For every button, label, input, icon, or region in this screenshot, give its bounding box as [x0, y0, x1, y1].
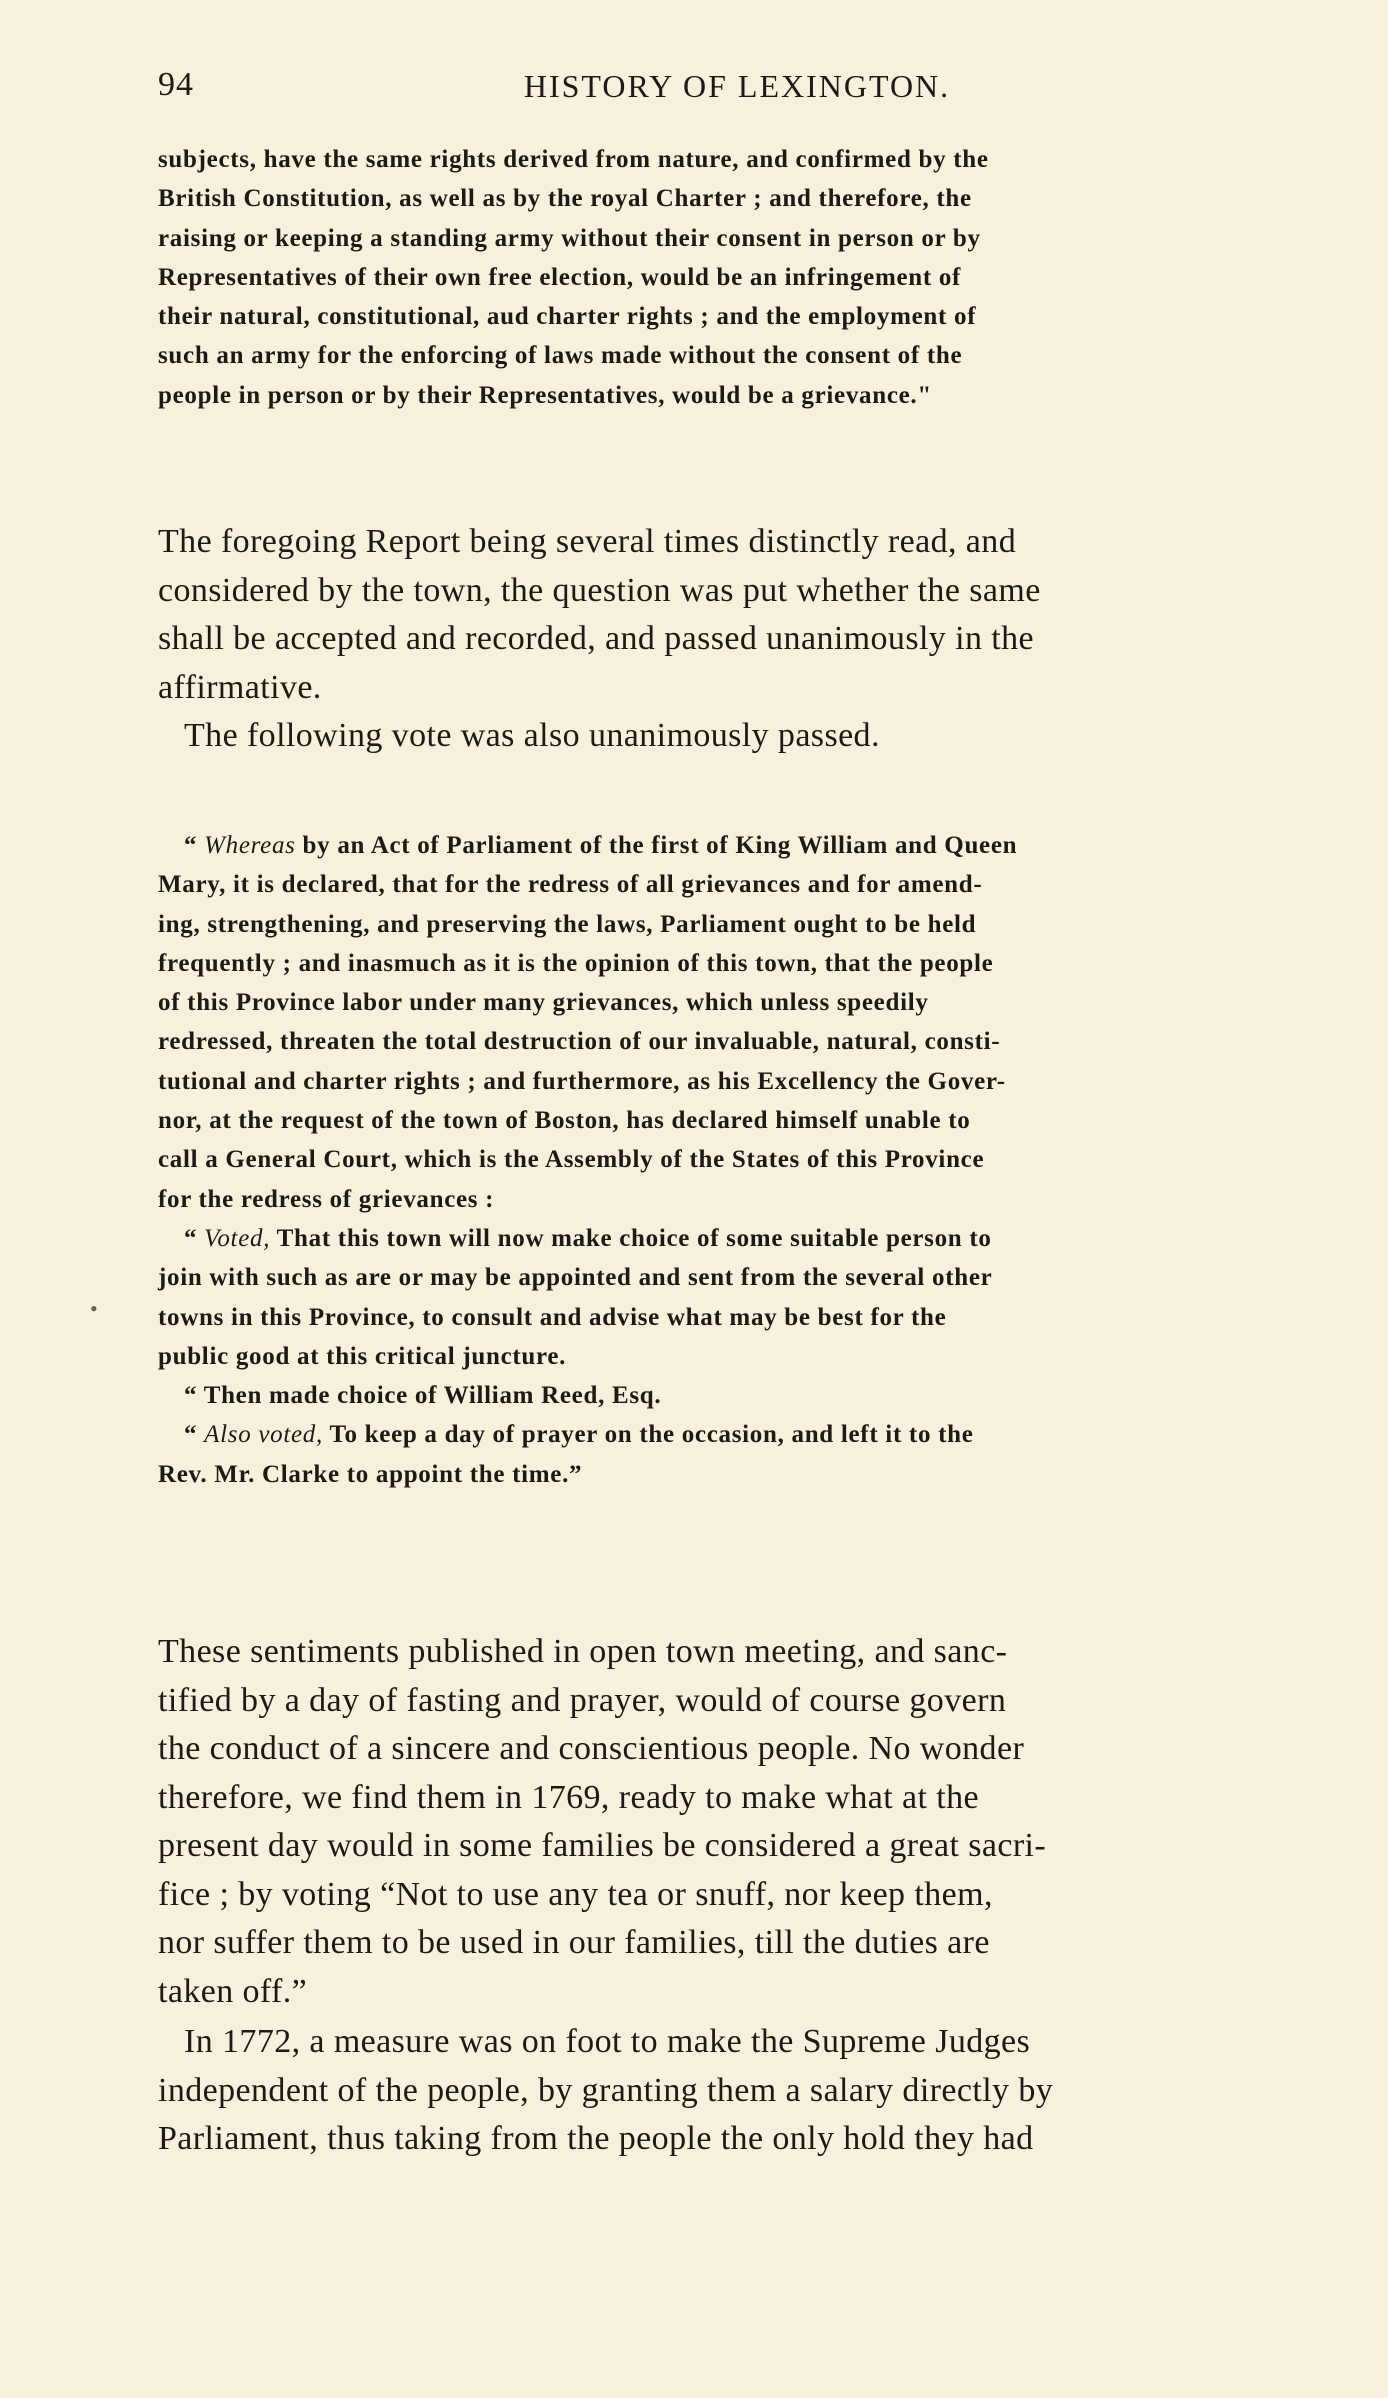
- page-number: 94: [158, 66, 194, 103]
- text-line: frequently ; and inasmuch as it is the opinion of this town, that the people: [158, 949, 994, 977]
- line-rest: That this town will now make choice of some suitable person to: [270, 1224, 992, 1252]
- text-line: such an army for the enforcing of laws made without the consent of the: [158, 342, 963, 370]
- text-line: join with such as are or may be appointed and sent from the several other: [158, 1264, 993, 1292]
- text-line: independent of the people, by granting them a salary directly by: [158, 2071, 1054, 2109]
- text-line: The foregoing Report being several times distinctly read, and: [158, 523, 1017, 560]
- text-line: tutional and charter rights ; and furthermore, as his Excellency the Gover-: [158, 1067, 1006, 1095]
- text-line: These sentiments published in open town meeting, and sanc-: [158, 1633, 1008, 1670]
- text-line: therefore, we find them in 1769, ready to make what at the: [158, 1778, 979, 1816]
- paragraph-report-accepted: [158, 518, 1316, 761]
- line-rest: To keep a day of prayer on the occasion, and left it to the: [322, 1421, 974, 1449]
- text-line: [158, 1376, 1316, 1415]
- running-title: HISTORY OF LEXINGTON.: [523, 68, 951, 104]
- text-line: affirmative.: [158, 668, 322, 706]
- line-rest: by an Act of Parliament of the first of King William and Queen: [295, 832, 1018, 859]
- text-line: the conduct of a sincere and conscientious people. No wonder: [158, 1730, 1025, 1767]
- text-line: public good at this critical juncture.: [158, 1342, 567, 1370]
- text-line: taken off.”: [158, 1972, 308, 2010]
- paragraph-1772: [158, 2018, 1316, 2164]
- text-line: considered by the town, the question was put whether the same: [158, 571, 1041, 609]
- margin-mark: •: [90, 1296, 98, 1321]
- line-rest: “ Then made choice of William Reed, Esq.: [184, 1382, 662, 1410]
- text-line: Representatives of their own free election, would be an infringement of: [158, 263, 962, 291]
- text-line: Rev. Mr. Clarke to appoint the time.”: [158, 1460, 583, 1488]
- open-quote: “: [184, 1224, 205, 1252]
- text-line: call a General Court, which is the Assembly of the States of this Province: [158, 1146, 985, 1174]
- text-line: tified by a day of fasting and prayer, would of course govern: [158, 1681, 1007, 1719]
- paragraph-sentiments: [158, 1628, 1316, 2016]
- running-head: [158, 66, 1316, 110]
- text-line: for the redress of grievances :: [158, 1185, 495, 1213]
- text-line: [158, 826, 1316, 865]
- text-line: fice ; by voting “Not to use any tea or snuff, nor keep them,: [158, 1875, 993, 1913]
- text-line: shall be accepted and recorded, and passed unanimously in the: [158, 620, 1034, 657]
- text-line: of this Province labor under many grievances, which unless speedily: [158, 989, 929, 1017]
- text-line: raising or keeping a standing army without their consent in person or by: [158, 224, 981, 252]
- text-line: In 1772, a measure was on foot to make the Supreme Judges: [184, 2023, 1031, 2060]
- text-line: their natural, constitutional, aud charter rights ; and the employment of: [158, 303, 977, 331]
- text-line: people in person or by their Representatives, would be a grievance.": [158, 381, 932, 409]
- text-line: redressed, threaten the total destruction of our invaluable, natural, consti-: [158, 1028, 1001, 1056]
- quoted-whereas: [158, 826, 1316, 1494]
- text-line: British Constitution, as well as by the royal Charter ; and therefore, the: [158, 185, 972, 213]
- text-line: ing, strengthening, and preserving the laws, Parliament ought to be held: [158, 910, 977, 938]
- open-quote: “: [184, 1421, 205, 1449]
- text-line: The following vote was also unanimously passed.: [184, 717, 880, 754]
- quoted-resolution-end: [158, 140, 1316, 415]
- italic-word: Also voted,: [204, 1421, 323, 1449]
- italic-word: Whereas: [204, 832, 296, 859]
- italic-word: Voted,: [204, 1224, 271, 1252]
- text-line: Mary, it is declared, that for the redress of all grievances and for amend-: [158, 871, 983, 899]
- text-line: subjects, have the same rights derived from nature, and confirmed by the: [158, 146, 989, 173]
- text-line: nor suffer them to be used in our families, till the duties are: [158, 1924, 990, 1961]
- text-line: [158, 1219, 1316, 1258]
- text-line: Parliament, thus taking from the people the only hold they had: [158, 2120, 1034, 2157]
- text-line: nor, at the request of the town of Boston, has declared himself unable to: [158, 1107, 971, 1135]
- text-line: [158, 1415, 1316, 1454]
- text-line: present day would in some families be considered a great sacri-: [158, 1827, 1047, 1864]
- open-quote: “: [184, 832, 205, 859]
- text-line: towns in this Province, to consult and advise what may be best for the: [158, 1303, 947, 1331]
